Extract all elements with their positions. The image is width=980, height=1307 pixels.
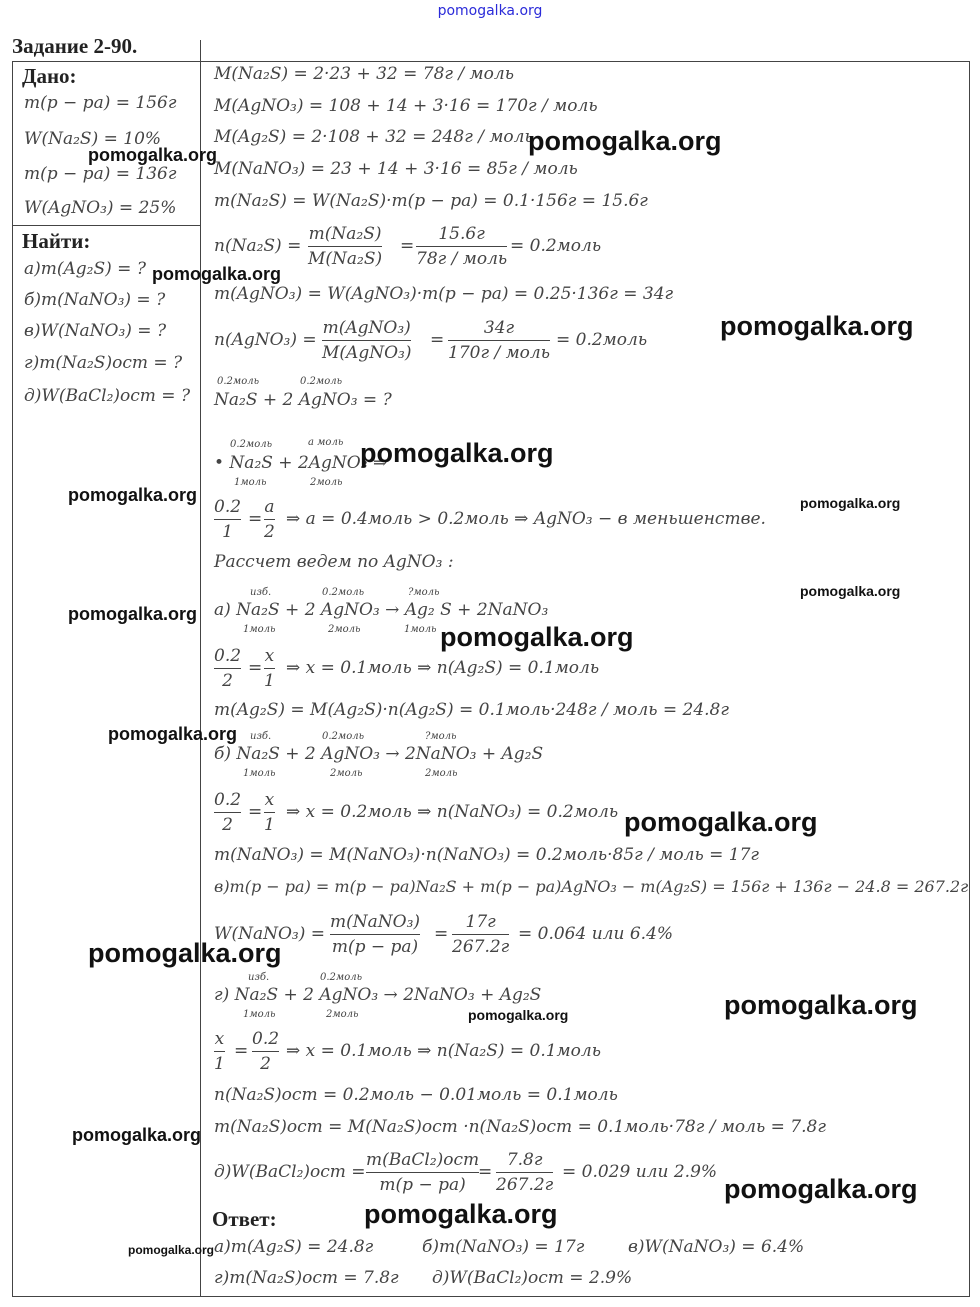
given-line: m(p − pa) = 156г: [24, 93, 177, 113]
mass-agno3-line: m(AgNO₃) = W(AgNO₃)·m(p − pa) = 0.25·136г = 34г: [214, 284, 674, 304]
find-line: а)m(Ag₂S) = ?: [24, 259, 146, 279]
watermark: pomogalka.org: [88, 938, 282, 968]
w-nano3-lhs: W(NaNO₃) =: [214, 924, 326, 944]
reaction-equation: • Na₂S + 2AgNO₃ ⇒: [214, 453, 388, 473]
coef-below: 1моль: [243, 624, 276, 635]
coef-above: ?моль: [408, 587, 440, 598]
find-line: в)W(NaNO₃) = ?: [24, 321, 167, 341]
watermark: pomogalka.org: [468, 1007, 569, 1023]
reaction-equation-g: г) Na₂S + 2 AgNO₃ → 2NaNO₃ + Ag₂S: [214, 985, 542, 1005]
find-line: г)m(Na₂S)ост = ?: [24, 353, 183, 373]
w-bacl2-fraction: m(BaCl₂)ост m(p − pa): [366, 1150, 480, 1195]
n-na2s-rest-line: n(Na₂S)ост = 0.2моль − 0.01моль = 0.1моль: [214, 1085, 618, 1105]
answer-item: б)m(NaNO₃) = 17г: [422, 1237, 585, 1257]
proportion-conclusion: ⇒ x = 0.2моль ⇒ n(NaNO₃) = 0.2моль: [286, 802, 619, 822]
watermark: pomogalka.org: [528, 126, 722, 156]
proportion-right: 0.2 2: [252, 1029, 280, 1074]
molar-mass-line: M(Ag₂S) = 2·108 + 32 = 248г / моль: [214, 127, 534, 147]
proportion-left: 0.2 2: [214, 646, 242, 691]
reaction-equation-a: а) Na₂S + 2 AgNO₃ → Ag₂ S + 2NaNO₃: [214, 600, 549, 620]
answer-item: а)m(Ag₂S) = 24.8г: [214, 1237, 374, 1257]
coef-above: 0.2моль: [300, 376, 343, 387]
proportion-conclusion: ⇒ x = 0.1моль ⇒ n(Na₂S) = 0.1моль: [286, 1041, 601, 1061]
coef-below: 2моль: [326, 1009, 359, 1020]
watermark: pomogalka.org: [108, 724, 238, 744]
given-line: W(Na₂S) = 10%: [24, 129, 162, 149]
watermark: pomogalka.org: [68, 485, 198, 505]
watermark: pomogalka.org: [724, 1174, 918, 1204]
find-line: д)W(BaCl₂)ост = ?: [24, 386, 191, 406]
task-title: Задание 2-90.: [12, 34, 138, 58]
n-agno3-result: = 0.2моль: [556, 330, 648, 350]
watermark: pomogalka.org: [800, 583, 901, 599]
watermark: pomogalka.org: [720, 311, 914, 341]
w-bacl2-value-fraction: 7.8г 267.2г: [496, 1150, 554, 1195]
reaction-equation-b: б) Na₂S + 2 AgNO₃ → 2NaNO₃ + Ag₂S: [214, 744, 544, 764]
coef-above: 0.2моль: [322, 587, 365, 598]
solution-mass-line: в)m(p − pa) = m(p − pa)Na₂S + m(p − pa)AgNO₃ − m(Ag₂S) = 156г + 136г − 24.8 = 267.2г: [214, 877, 969, 896]
find-line: б)m(NaNO₃) = ?: [24, 290, 166, 310]
find-heading: Найти:: [22, 229, 91, 253]
proportion-left: 0.2 1: [214, 497, 242, 542]
coef-below: 2моль: [425, 768, 458, 779]
equals-sign: =: [234, 1041, 249, 1061]
w-bacl2-result: = 0.029 или 2.9%: [562, 1162, 718, 1182]
equals-sign: =: [478, 1162, 493, 1182]
n-agno3-fraction: m(AgNO₃) M(AgNO₃): [322, 318, 412, 363]
coef-below: 1моль: [234, 477, 267, 488]
coef-below: 1моль: [243, 1009, 276, 1020]
n-na2s-value-fraction: 15.6г 78г / моль: [416, 224, 508, 269]
proportion-right: a 2: [264, 497, 275, 542]
equals-sign: =: [248, 802, 263, 822]
coef-above: a моль: [308, 437, 344, 448]
watermark: pomogalka.org: [128, 1243, 215, 1257]
m-na2s-rest-line: m(Na₂S)ост = M(Na₂S)ост ·n(Na₂S)ост = 0.1моль·78г / моль = 7.8г: [214, 1117, 826, 1137]
watermark: pomogalka.org: [440, 622, 634, 652]
reaction-equation: Na₂S + 2 AgNO₃ = ?: [214, 390, 392, 410]
answer-item: г)m(Na₂S)ост = 7.8г: [214, 1268, 399, 1288]
w-bacl2-lhs: д)W(BaCl₂)ост =: [214, 1162, 366, 1182]
coef-below: 1моль: [404, 624, 437, 635]
proportion-conclusion: ⇒ a = 0.4моль > 0.2моль ⇒ AgNO₃ − в меньшенстве.: [286, 509, 766, 529]
equals-sign: =: [430, 330, 445, 350]
n-agno3-lhs: n(AgNO₃) =: [214, 330, 317, 350]
w-nano3-result: = 0.064 или 6.4%: [518, 924, 674, 944]
equals-sign: =: [248, 509, 263, 529]
given-heading: Дано:: [22, 64, 77, 88]
coef-above: изб.: [250, 587, 272, 598]
coef-above: ?моль: [425, 731, 457, 742]
watermark: pomogalka.org: [724, 990, 918, 1020]
coef-below: 2моль: [330, 768, 363, 779]
coef-above: 0.2моль: [322, 731, 365, 742]
n-na2s-fraction: m(Na₂S) M(Na₂S): [308, 224, 383, 269]
watermark: pomogalka.org: [88, 145, 218, 165]
site-header-link[interactable]: pomogalka.org: [437, 3, 543, 19]
mass-ag2s-line: m(Ag₂S) = M(Ag₂S)·n(Ag₂S) = 0.1моль·248г / моль = 24.8г: [214, 700, 729, 720]
proportion-right: x 1: [264, 790, 275, 835]
equals-sign: =: [248, 658, 263, 678]
column-divider: [200, 40, 201, 1297]
coef-below: 1моль: [243, 768, 276, 779]
coef-above: 0.2моль: [230, 439, 273, 450]
coef-above: 0.2моль: [217, 376, 260, 387]
proportion-left: 0.2 2: [214, 790, 242, 835]
answer-item: д)W(BaCl₂)ост = 2.9%: [432, 1268, 633, 1288]
answer-heading: Ответ:: [212, 1207, 277, 1231]
coef-below: 2моль: [328, 624, 361, 635]
given-find-divider: [12, 225, 200, 226]
given-line: W(AgNO₃) = 25%: [24, 198, 177, 218]
n-agno3-value-fraction: 34г 170г / моль: [448, 318, 550, 363]
watermark: pomogalka.org: [624, 807, 818, 837]
mass-na2s-line: m(Na₂S) = W(Na₂S)·m(p − pa) = 0.1·156г = 15.6г: [214, 191, 648, 211]
molar-mass-line: M(Na₂S) = 2·23 + 32 = 78г / моль: [214, 64, 514, 84]
w-nano3-fraction: m(NaNO₃) m(p − pa): [330, 912, 421, 957]
watermark: pomogalka.org: [364, 1199, 558, 1229]
watermark: pomogalka.org: [152, 264, 282, 284]
coef-above: изб.: [250, 731, 272, 742]
answer-item: в)W(NaNO₃) = 6.4%: [628, 1237, 805, 1257]
equals-sign: =: [400, 236, 415, 256]
top-rule: [210, 61, 572, 62]
coef-above: 0.2моль: [320, 972, 363, 983]
proportion-left: x 1: [214, 1029, 225, 1074]
molar-mass-line: M(NaNO₃) = 23 + 14 + 3·16 = 85г / моль: [214, 159, 578, 179]
calculation-basis: Рассчет ведем по AgNO₃ :: [214, 552, 454, 572]
mass-nano3-line: m(NaNO₃) = M(NaNO₃)·n(NaNO₃) = 0.2моль·85г / моль = 17г: [214, 845, 759, 865]
proportion-conclusion: ⇒ x = 0.1моль ⇒ n(Ag₂S) = 0.1моль: [286, 658, 600, 678]
given-line: m(p − pa) = 136г: [24, 164, 177, 184]
coef-above: изб.: [248, 972, 270, 983]
n-na2s-lhs: n(Na₂S) =: [214, 236, 302, 256]
watermark: pomogalka.org: [800, 495, 901, 511]
watermark: pomogalka.org: [72, 1125, 202, 1145]
watermark: pomogalka.org: [68, 604, 198, 624]
watermark: pomogalka.org: [360, 438, 554, 468]
molar-mass-line: M(AgNO₃) = 108 + 14 + 3·16 = 170г / моль: [214, 96, 598, 116]
w-nano3-value-fraction: 17г 267.2г: [452, 912, 510, 957]
coef-below: 2моль: [310, 477, 343, 488]
n-na2s-result: = 0.2моль: [510, 236, 602, 256]
equals-sign: =: [434, 924, 449, 944]
proportion-right: x 1: [264, 646, 275, 691]
